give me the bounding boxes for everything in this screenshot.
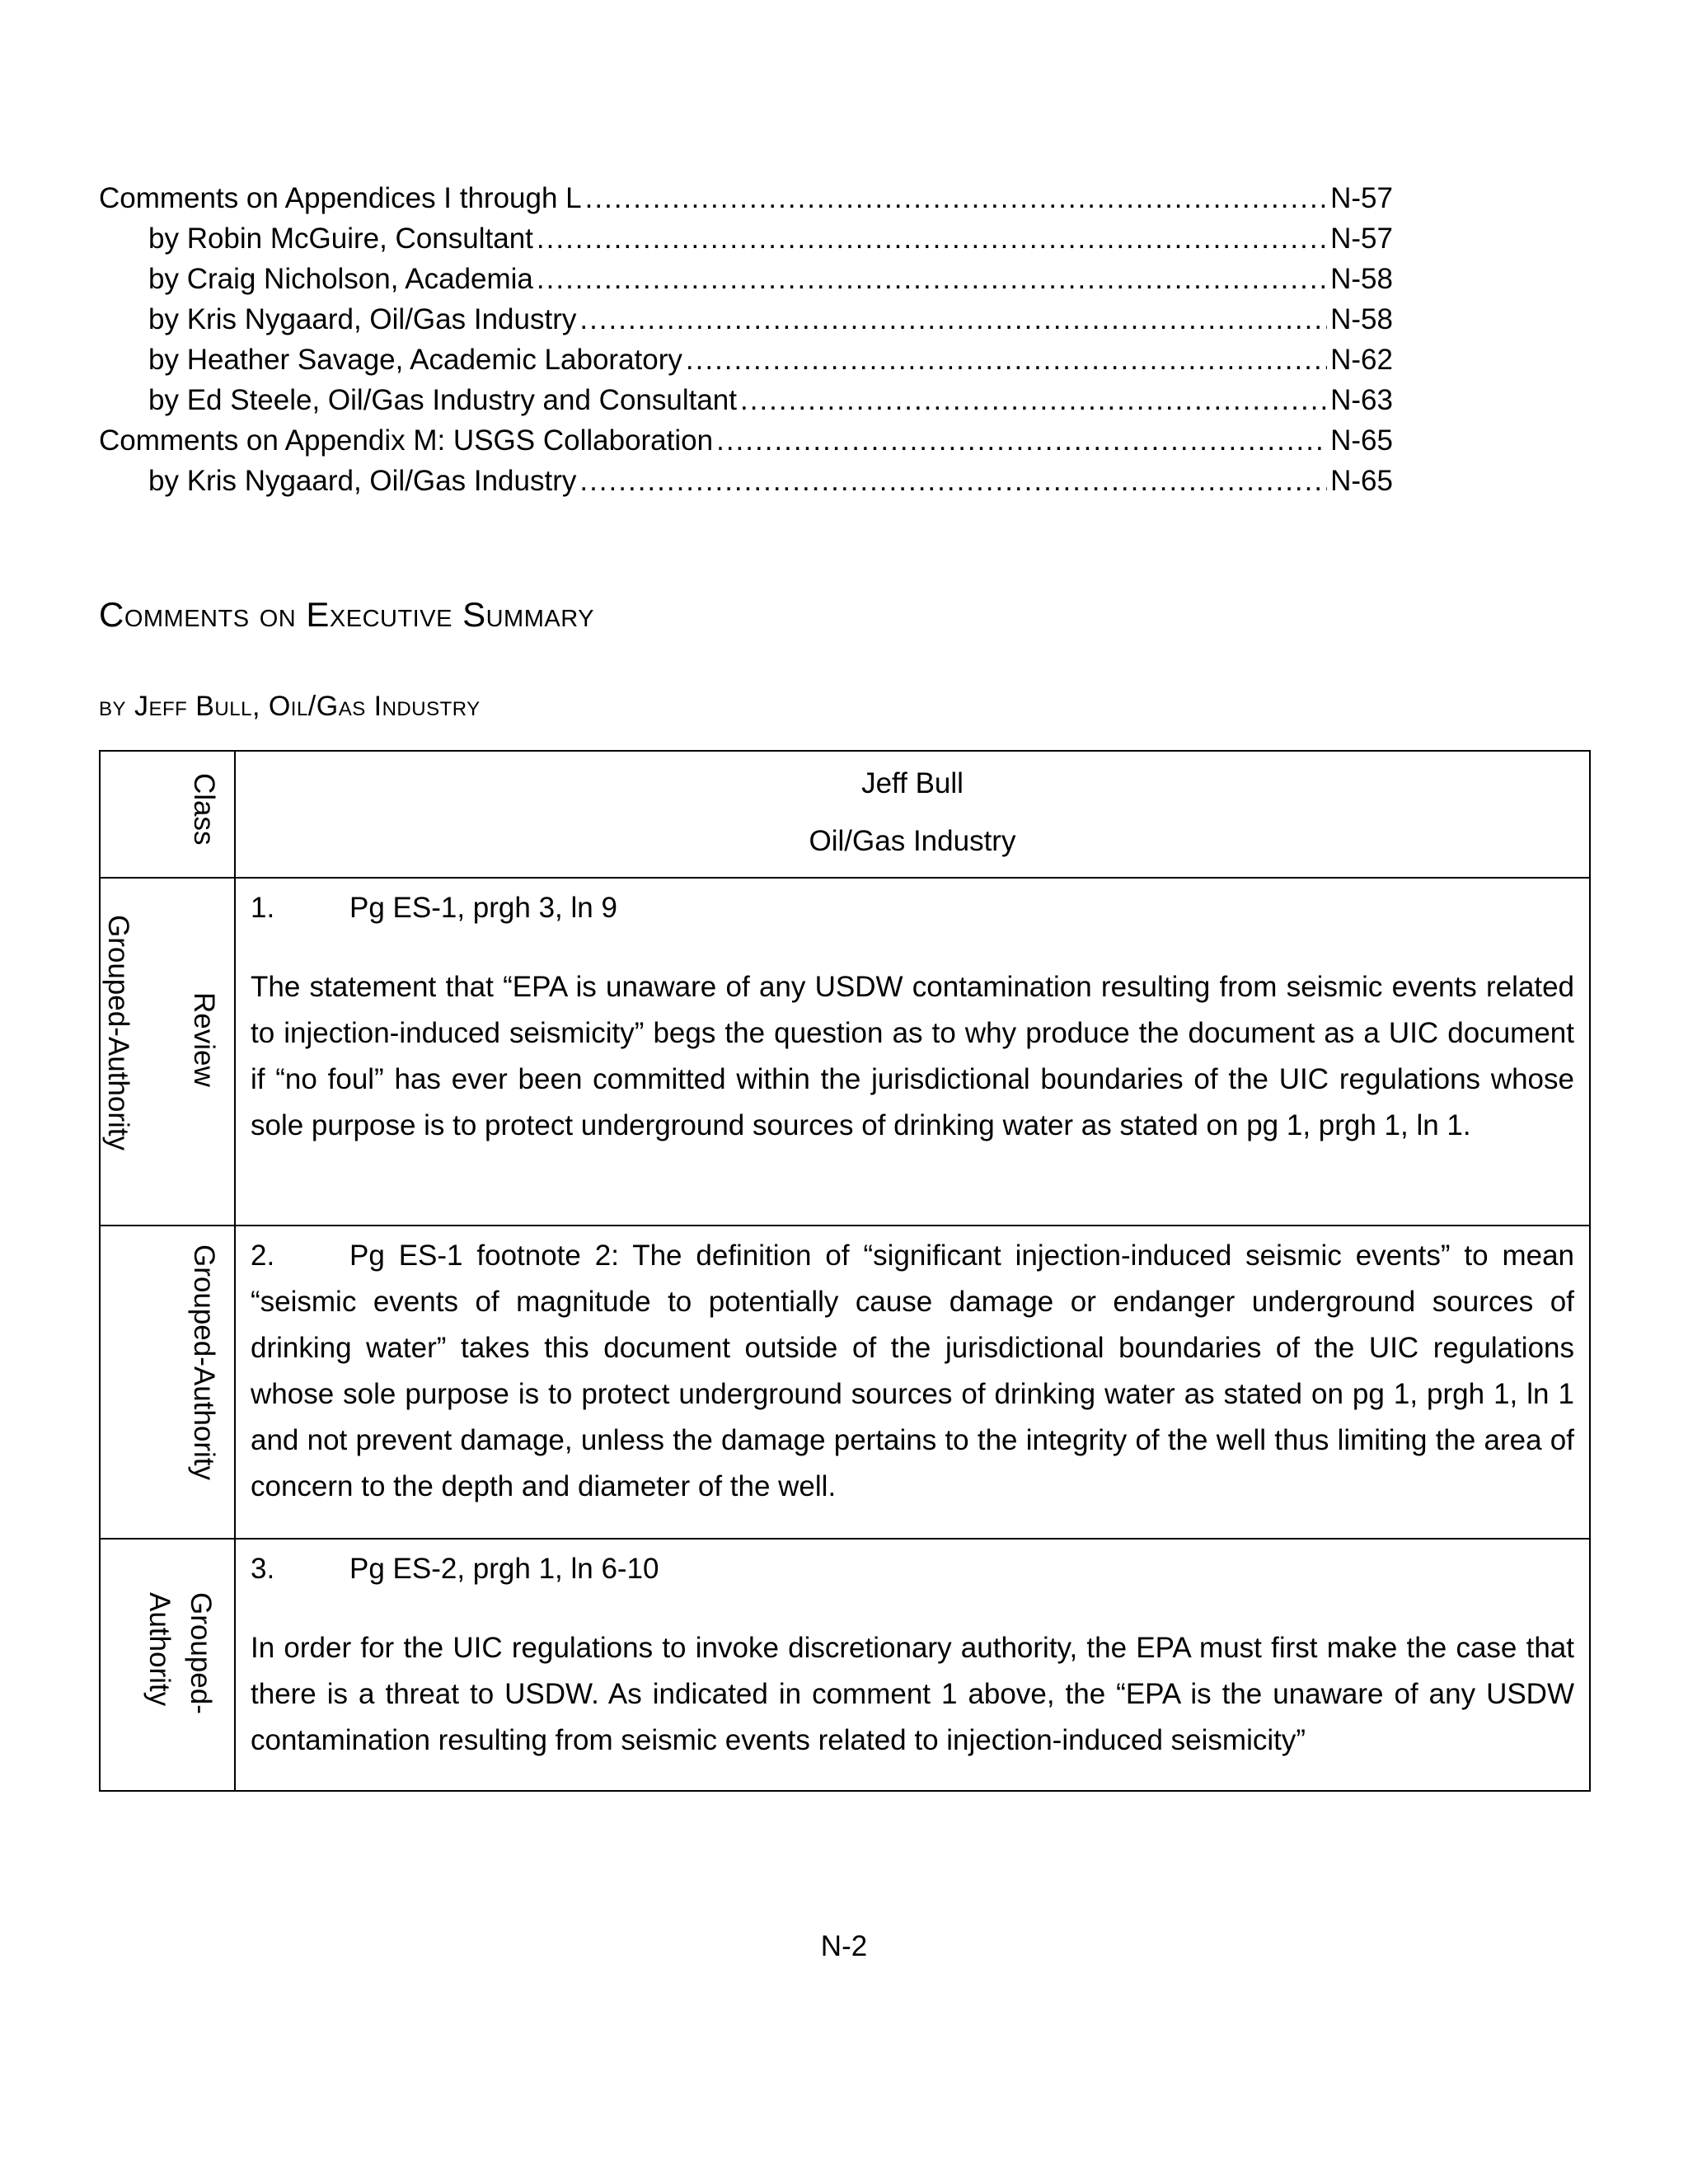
toc-entry[interactable]: by Heather Savage, Academic Laboratory ..... N-62 — [99, 340, 1393, 380]
comment-reference — [251, 885, 1574, 931]
comment-number: 2. — [251, 1240, 275, 1272]
toc-entry[interactable]: Comments on Appendix M: USGS Collaboration ..... N-65 — [99, 420, 1393, 461]
toc-entry[interactable]: by Kris Nygaard, Oil/Gas Industry ..... N-65 — [99, 461, 1393, 501]
class-cell — [100, 878, 235, 1226]
comment-ref-text: Pg ES-1 footnote 2: The definition of “significant injection-induced seismic events” to mean “seismic events of magnitude to potentially cause damage or endanger underground sources of drinking water” takes this document outside of the jurisdictional boundaries of the UIC regulations whose sole purpose is to protect underground sources of drinking water as stated on pg 1, prgh 1, ln 1 and not prevent damage, unless the damage pertains to the integrity of the well thus limiting the area of concern to the depth and diameter of the well. — [251, 1240, 1574, 1502]
class-header-label: Class — [188, 773, 220, 846]
comment-cell — [235, 1539, 1590, 1791]
toc-entry[interactable]: by Ed Steele, Oil/Gas Industry and Consultant ..... N-63 — [99, 380, 1393, 420]
comment-cell — [235, 1226, 1590, 1539]
toc-entry[interactable]: by Robin McGuire, Consultant ..... N-57 — [99, 218, 1393, 259]
toc-entry[interactable]: by Craig Nicholson, Academia ..... N-58 — [99, 259, 1393, 299]
class-cell — [100, 1226, 235, 1539]
comment-text: In order for the UIC regulations to invoke discretionary authority, the EPA must first make the case that there is a threat to USDW. As indicated in comment 1 above, the “EPA is the unaware of any USDW contamination resulting from seismic events related to injection-induced seismicity” — [251, 1632, 1574, 1756]
comments-table — [99, 750, 1591, 1792]
class-label-line2: Authority — [143, 1592, 176, 1707]
table-header-row — [100, 751, 1590, 878]
comment-reference — [251, 1546, 1574, 1592]
comment-number: 3. — [251, 1553, 275, 1585]
toc-entry[interactable]: by Kris Nygaard, Oil/Gas Industry ..... N-58 — [99, 299, 1393, 340]
comment-number: 1. — [251, 892, 275, 924]
toc-entry[interactable]: Comments on Appendices I through L ..... N-57 — [99, 178, 1393, 218]
class-header-cell — [100, 751, 235, 878]
class-label-line1: Grouped- — [185, 1592, 217, 1714]
comment-text: The statement that “EPA is unaware of any USDW contamination resulting from seismic events related to injection-induced seismicity” begs the question as to why produce the document as a UIC document if “no foul” has ever been committed within the jurisdictional boundaries of the UIC regulations whose sole purpose is to protect underground sources of drinking water as stated on pg 1, prgh 1, ln 1. — [251, 971, 1574, 1141]
comment-reference — [251, 1233, 1574, 1510]
comment-cell — [235, 878, 1590, 1226]
table-row — [100, 1226, 1590, 1539]
class-label-outer: Grouped-Authority — [102, 915, 134, 1151]
class-cell — [100, 1539, 235, 1791]
subsection-heading: by Jeff Bull, Oil/Gas Industry — [99, 691, 481, 722]
comment-ref-text: Pg ES-1, prgh 3, ln 9 — [349, 892, 617, 924]
reviewer-name: Jeff Bull — [861, 767, 964, 799]
class-label: Grouped-Authority — [188, 1244, 220, 1480]
comment-ref-text: Pg ES-2, prgh 1, ln 6-10 — [349, 1553, 659, 1585]
page-number: N-2 — [820, 1930, 868, 1962]
table-row — [100, 1539, 1590, 1791]
reviewer-header-cell — [235, 751, 1590, 878]
reviewer-affiliation: Oil/Gas Industry — [809, 825, 1016, 857]
class-label: Review — [188, 992, 220, 1087]
table-row — [100, 878, 1590, 1226]
table-of-contents — [99, 178, 1393, 501]
section-heading: Comments on Executive Summary — [99, 595, 594, 634]
